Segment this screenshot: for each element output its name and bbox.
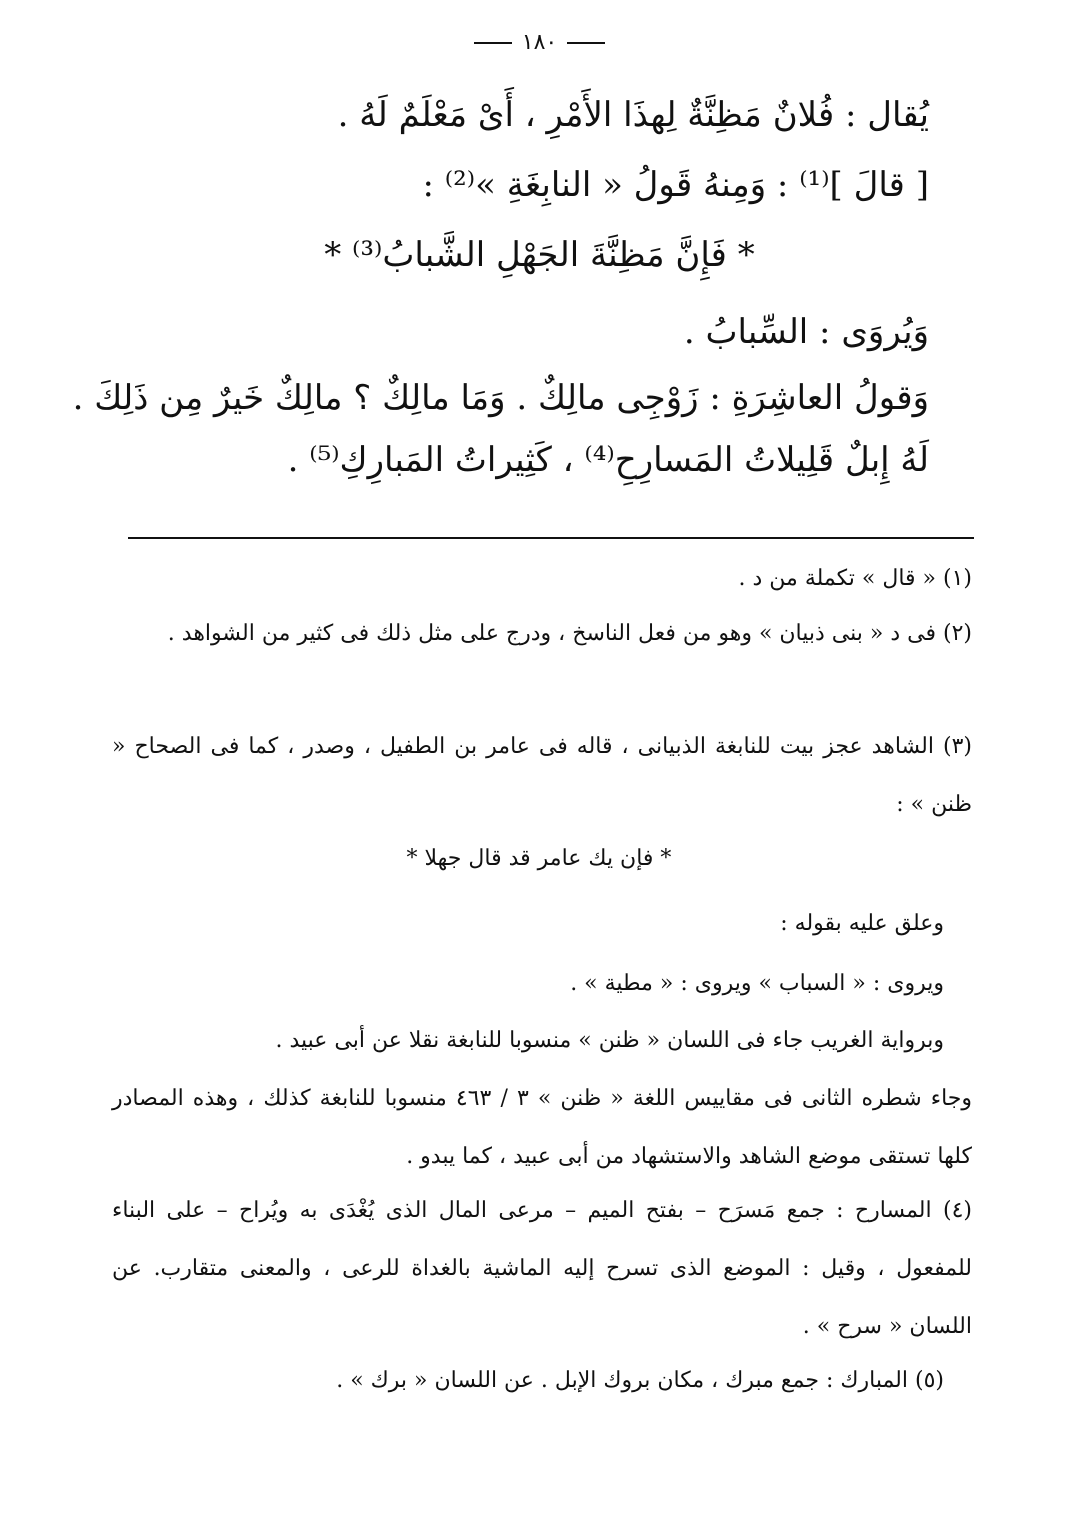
footnote-1: (١) « قال » تكملة من د . [738, 566, 972, 591]
footnote-5: (٥) المبارك : جمع مبرك ، مكان بروك الإبل . عن اللسان « برك » . [336, 1368, 944, 1393]
footnote-3-maqayis: وجاء شطره الثانى فى مقاييس اللغة « ظنن » ٣ / ٤٦٣ منسوبا للنابغة كذلك ، وهذه المصادر كلها تستقى موضع الشاهد والاستشهاد من أبى عبيد ، كما يبدو . [112, 1086, 973, 1169]
footnote-2: (٢) فى د « بنى ذبيان » وهو من فعل الناسخ ، ودرج على مثل ذلك فى كثير من الشواهد . [167, 621, 972, 646]
footnote-3: (٣) الشاهد عجز بيت للنابغة الذبيانى ، قاله فى عامر بن الطفيل ، وصدر ، كما فى الصحاح « ظنن » : [112, 734, 972, 817]
main-line-4: وَيُروَى : السِّبابُ . [683, 312, 929, 352]
page-number-text: ١٨٠ [521, 30, 558, 55]
page-number [0, 30, 1079, 55]
footnote-3-verse: * فإن يك عامر قد قال جهلا * [406, 846, 672, 871]
footnote-3-riwaya: ويروى : « السباب » ويروى : « مطية » . [570, 971, 944, 996]
footnote-4: (٤) المسارح : جمع مَسرَح – بفتح الميم – مرعى المال الذى يُغْدَى به ويُراح – على البناء للمفعول ، وقيل : الموضع الذى تسرح إليه الماشية بالغداة للرعى ، والمعنى متقارب. عن اللسان « سرح » . [112, 1198, 972, 1339]
main-line-5: وَقولُ العاشِرَةِ : زَوْجِى مالِكٌ . وَمَا مالِكٌ ؟ مالِكٌ خَيرٌ مِن ذَلِكَ . [72, 378, 929, 418]
main-line-6: لَهُ إِبلٌ قَلِيلاتُ المَسارِحِ⁽⁴⁾ ، كَثِيراتُ المَبارِكِ⁽⁵⁾ . [287, 440, 929, 480]
footnote-divider [128, 537, 974, 539]
footnote-3-note: وعلق عليه بقوله : [780, 911, 944, 936]
main-line-1: يُقال : فُلانٌ مَظِنَّةٌ لِهذَا الأَمْرِ ، أَىْ مَعْلَمٌ لَهُ . [337, 95, 929, 135]
main-verse: * فَإِنَّ مَظِنَّةَ الجَهْلِ الشَّبابُ⁽³⁾ * [324, 235, 755, 275]
page-number-dash-left [474, 42, 512, 44]
footnote-3-gharib: وبرواية الغريب جاء فى اللسان « ظنن » منسوبا للنابغة نقلا عن أبى عبيد . [275, 1028, 944, 1053]
page-number-dash-right [567, 42, 605, 44]
main-line-2: [ قالَ ]⁽¹⁾ : وَمِنهُ قَولُ « النابِغَةِ »⁽²⁾ : [422, 165, 929, 205]
